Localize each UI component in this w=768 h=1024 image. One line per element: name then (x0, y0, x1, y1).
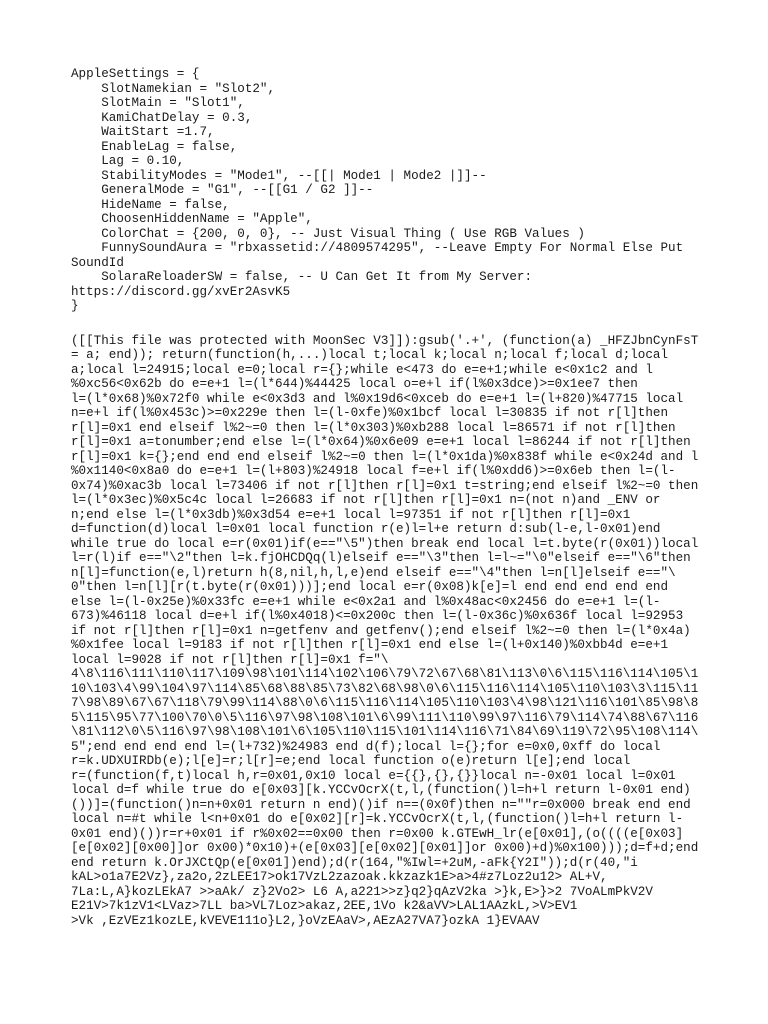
obfuscated-code-block (71, 334, 701, 929)
config-line: FunnySoundAura = "rbxassetid://4809574295", --Leave Empty For Normal Else Put (71, 241, 684, 255)
code-line: 7La:L,A}kozLEkA7 >>aAk/ z}2Vo2> L6 A,a221>>z}q2}qAzV2ka >}k,E>}>2 7VoALmPkV2V (71, 884, 653, 899)
config-line: ChoosenHiddenName = "Apple", (71, 212, 313, 226)
code-line: if not r[l]then r[l]=0x1 n=getfenv and getfenv();end elseif l%2~=0 then l=(l*0x4a) (71, 623, 691, 638)
code-line: r[l]=0x1 a=tonumber;end else l=(l*0x64)%0x6e09 e=e+1 local l=86244 if not r[l]then (71, 435, 691, 449)
config-line: SlotNamekian = "Slot2", (71, 81, 276, 96)
code-line: n[l]=function(e,l)return h(8,nil,h,l,e)end elseif e=="\4"then l=n[l]elseif e=="\ (71, 565, 676, 580)
code-line: n=e+l if(l%0x453c)>=0x229e then l=(l-0xfe)%0x1bcf local l=30835 if not r[l]then (71, 406, 669, 420)
config-line: StabilityModes = "Mode1", --[[| Mode1 | Mode2 |]]-- (71, 168, 487, 183)
code-line: 673)%46118 local d=e+l if(l%0x4018)<=0x200c then l=(l-0x36c)%0x636f local l=92953 (71, 609, 684, 623)
config-code-block (71, 67, 701, 314)
code-line: 0x74)%0xac3b local l=73406 if not r[l]then r[l]=0x1 t=string;end elseif l%2~=0 then (71, 478, 699, 493)
code-line: >Vk ,EzVEz1kozLE,kVEVE111o}L2,}oVzEAaV>,AEzA27VA7}ozkA 1}EVAAV (71, 913, 540, 928)
code-line: local n=#t while l<n+0x01 do e[0x02][r]=k.YCCvOcrX(t,l,(function()l=h+l return l- (71, 812, 684, 826)
code-line: r[l]=0x1 end elseif l%2~=0 then l=(l*0x303)%0xb288 local l=86571 if not r[l]then (71, 420, 676, 435)
code-line: local l=9028 if not r[l]then r[l]=0x1 f="\ (71, 652, 389, 667)
code-line: while true do local e=r(0x01)if(e=="\5")then break end local l=t.byte(r(0x01))local (71, 536, 699, 551)
config-line: GeneralMode = "G1", --[[G1 / G2 ]]-- (71, 183, 374, 197)
config-line: SolaraReloaderSW = false, -- U Can Get It from My Server: (71, 270, 533, 284)
config-line: } (71, 299, 79, 313)
config-line: KamiChatDelay = 0.3, (71, 110, 253, 125)
code-line: else l=(l-0x25e)%0x33fc e=e+1 while e<0x2a1 and l%0x48ac<0x2456 do e=e+1 l=(l- (71, 594, 661, 609)
code-line: ())]=(function()n=n+0x01 return n end)()if n==(0x0f)then n=""r=0x000 break end end (71, 797, 691, 812)
code-line: 5";end end end end l=(l+732)%24983 end d(f);local l={};for e=0x0,0xff do local (71, 739, 661, 754)
document-page (71, 67, 701, 928)
code-line: end return k.OrJXCtQp(e[0x01])end);d(r(164,"%Iwl=+2uM,-aFk{Y2I"));d(r(40,"i (71, 855, 638, 870)
config-line: EnableLag = false, (71, 139, 238, 154)
code-line: 0x01 end)())r=r+0x01 if r%0x02==0x00 then r=0x00 k.GTEwH_lr(e[0x01],(o((((e[0x03] (71, 826, 684, 841)
code-line: l=(l*0x68)%0x72f0 while e<0x3d3 and l%0x19d6<0xceb do e=e+1 l=(l+820)%47715 local (71, 391, 684, 406)
config-line: SoundId (71, 255, 124, 270)
block-spacer (71, 314, 701, 334)
code-line: 4\8\116\111\110\117\109\98\101\114\102\106\79\72\67\68\81\113\0\6\115\116\114\105\1 (71, 667, 699, 681)
code-line: r[l]=0x1 k={};end end end elseif l%2~=0 then l=(l*0x1da)%0x838f while e<0x24d and l (71, 449, 699, 464)
code-line: local d=f while true do e[0x03][k.YCCvOcrX(t,l,(function()l=h+l return l-0x01 end) (71, 783, 691, 797)
config-line: Lag = 0.10, (71, 154, 185, 168)
code-line: [e[0x02][0x00]]or 0x00)*0x10)+(e[0x03][e[0x02][0x01]]or 0x00)+d)%0x100)));d=f+d;end (71, 841, 699, 855)
code-line: n;end else l=(l*0x3db)%0x3d54 e=e+1 local l=97351 if not r[l]then r[l]=0x1 (71, 507, 631, 522)
code-line: 0"then l=n[l][r(t.byte(r(0x01)))];end local e=r(0x08)k[e]=l end end end end end (71, 580, 669, 594)
code-line: r=(function(f,t)local h,r=0x01,0x10 local e={{},{},{}}local n=-0x01 local l=0x01 (71, 768, 676, 783)
code-line: r=k.UDXUIRDb(e);l[e]=r;l[r]=e;end local function o(e)return l[e];end local (71, 754, 631, 768)
config-line: HideName = false, (71, 197, 230, 212)
code-line: %0x1fee local l=9183 if not r[l]then r[l]=0x1 end else l=(l+0x140)%0xbb4d e=e+1 (71, 638, 669, 652)
code-line: 5\115\95\77\100\70\0\5\116\97\98\108\101\6\99\111\110\99\97\116\79\114\74\88\67\116 (71, 710, 699, 725)
config-line: ColorChat = {200, 0, 0}, -- Just Visual Thing ( Use RGB Values ) (71, 226, 585, 241)
code-line: %0x1140<0x8a0 do e=e+1 l=(l+803)%24918 local f=e+l if(l%0xdd6)>=0x6eb then l=(l- (71, 464, 676, 478)
code-line: %0xc56<0x62b do e=e+1 l=(l*644)%44425 local o=e+l if(l%0x3dce)>=0x1ee7 then (71, 377, 638, 391)
code-line: l=r(l)if e=="\2"then l=k.fjOHCDQq(l)elseif e=="\3"then l=l~="\0"elseif e=="\6"then (71, 551, 691, 565)
code-line: kAL>o1a7E2Vz},za2o,2zLEE17>ok17VzL2zazoak.kkzazk1E>a>4#z7Loz2u12> AL+V, (71, 870, 608, 884)
config-line: SlotMain = "Slot1", (71, 96, 245, 110)
config-line: WaitStart =1.7, (71, 125, 215, 139)
code-line: E21V>7k1zV1<LVaz>7LL ba>VL7Loz>akaz,2EE,1Vo k2&aVV>LAL1AAzkL,>V>EV1 (71, 899, 578, 913)
code-line: d=function(d)local l=0x01 local function r(e)l=l+e return d:sub(l-e,l-0x01)end (71, 522, 661, 536)
code-line: 10\103\4\99\104\97\114\85\68\88\85\73\82\68\98\0\6\115\116\114\105\110\103\3\115\11 (71, 681, 699, 696)
code-line: \81\112\0\5\116\97\98\108\101\6\105\110\115\101\114\116\71\84\69\119\72\95\108\114\ (71, 725, 699, 739)
config-line: AppleSettings = { (71, 67, 200, 81)
code-line: 7\98\89\67\67\118\79\99\114\88\0\6\115\116\114\105\110\103\4\98\121\116\101\85\98\8 (71, 696, 699, 710)
code-line: = a; end)); return(function(h,...)local t;local k;local n;local f;local d;local (71, 348, 669, 362)
config-line: https://discord.gg/xvEr2AsvK5 (71, 284, 291, 299)
code-line: a;local l=24915;local e=0;local r={};while e<473 do e=e+1;while e<0x1c2 and l (71, 362, 653, 377)
code-line: l=(l*0x3ec)%0x5c4c local l=26683 if not r[l]then r[l]=0x1 n=(not n)and _ENV or (71, 493, 661, 507)
code-line: ([[This file was protected with MoonSec V3]]):gsub('.+', (function(a) _HFZJbnCynFsT (71, 333, 699, 348)
